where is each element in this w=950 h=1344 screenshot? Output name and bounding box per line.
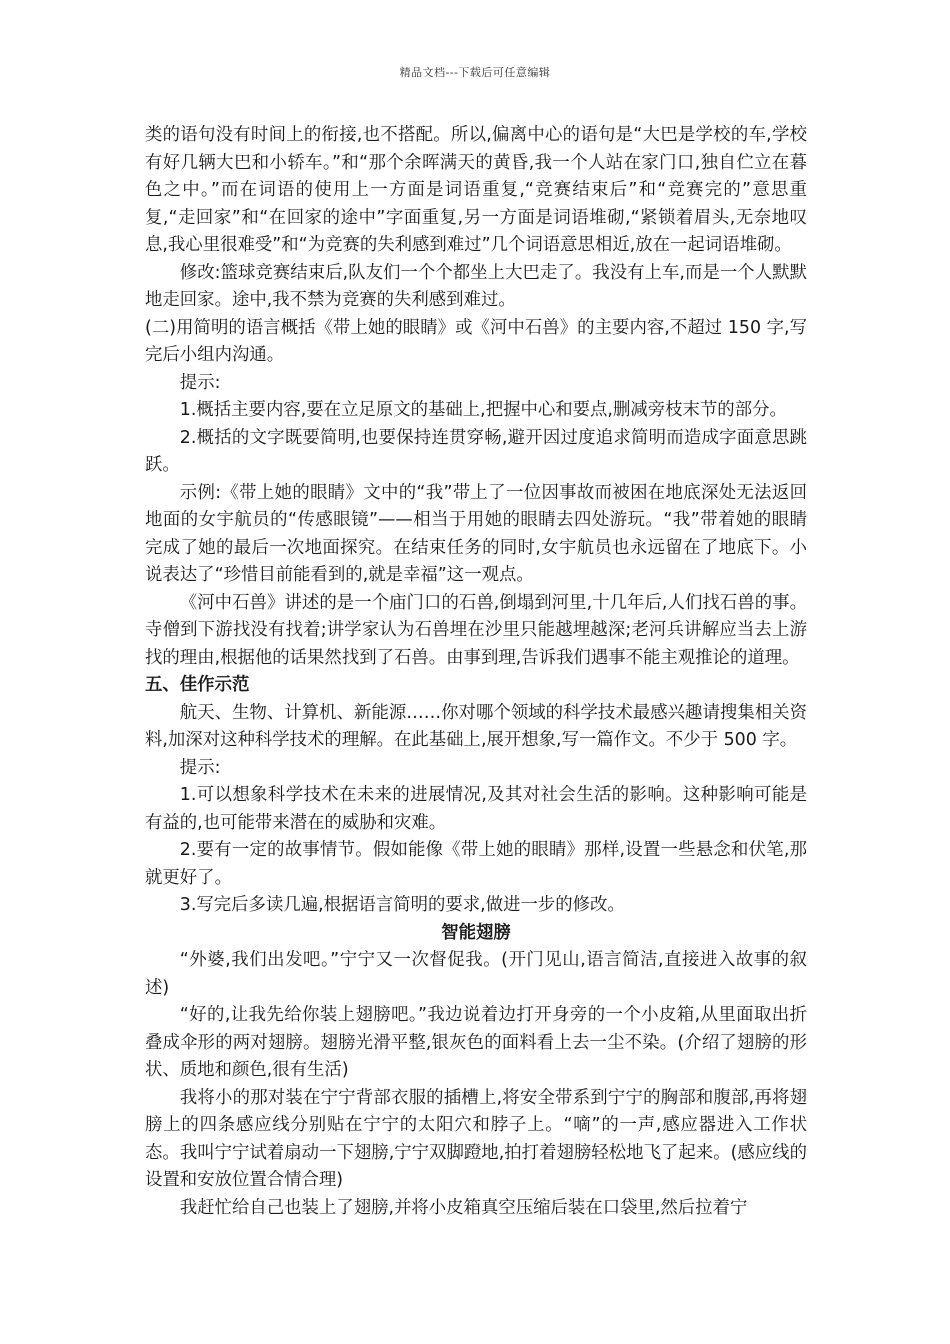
paragraph-revision: 修改:篮球竞赛结束后,队友们一个个都坐上大巴走了。我没有上车,而是一个人默默地走回家。途中,我不禁为竞赛的失利感到难过。 — [145, 262, 807, 310]
document-body — [145, 122, 807, 1222]
paragraph-hint-2: 2.概括的文字既要简明,也要保持连贯穿畅,避开因过度追求简明而造成字面意思跳跃。 — [145, 427, 807, 475]
paragraph-writing-task: 航天、生物、计算机、新能源……你对哪个领域的科学技术最感兴趣请搜集相关资料,加深对这种科学技术的理解。在此基础上,展开想象,写一篇作文。不少于 500 字。 — [145, 702, 807, 750]
paragraph-analysis: 类的语句没有时间上的衔接,也不搭配。所以,偏离中心的语句是“大巴是学校的车,学校有好几辆大巴和小轿车。”和“那个余晖满天的黄昏,我一个人站在家门口,独自伫立在暮色之中。”而在词语的使用上一方面是词语重复,“竞赛结束后”和“竞赛完的”意思重复,“走回家”和“在回家的途中”字面重复,另一方面是词语堆砌,“紧锁着眉头,无奈地叹息,我心里很难受”和“为竞赛的失利感到难过”几个词语意思相近,放在一起词语堆砌。 — [145, 125, 807, 255]
paragraph-writing-hint-3: 3.写完后多读几遍,根据语言简明的要求,做进一步的修改。 — [179, 895, 625, 915]
paragraph-hint-1: 1.概括主要内容,要在立足原文的基础上,把握中心和要点,删减旁枝末节的部分。 — [179, 400, 787, 420]
essay-paragraph-1: “外婆,我们出发吧。”宁宁又一次督促我。(开门见山,语言简洁,直接进入故事的叙述) — [145, 950, 807, 998]
page-header: 精品文档---下载后可任意编辑 — [399, 66, 551, 79]
section-heading: 五、佳作示范 — [145, 675, 250, 695]
paragraph-hint-label-2: 提示: — [179, 757, 221, 778]
paragraph-task-two: (二)用简明的语言概括《带上她的眼睛》或《河中石兽》的主要内容,不超过 150 字,写完后小组内沟通。 — [145, 317, 807, 365]
paragraph-writing-hint-2: 2.要有一定的故事情节。假如能像《带上她的眼睛》那样,设置一些悬念和伏笔,那就更好了。 — [145, 840, 807, 888]
essay-paragraph-3: 我将小的那对装在宁宁背部衣服的插槽上,将安全带系到宁宁的胸部和腹部,再将翅膀上的四条感应线分别贴在宁宁的太阳穴和脖子上。“嘀”的一声,感应器进入工作状态。我叫宁宁试着扇动一下翅膀,宁宁双脚蹬地,拍打着翅膀轻松地飞了起来。(感应线的设置和安放位置合情合理) — [145, 1087, 807, 1190]
essay-title: 智能翅膀 — [441, 922, 511, 943]
essay-paragraph-2: “好的,让我先给你装上翅膀吧。”我边说着边打开身旁的一个小皮箱,从里面取出折叠成伞形的两对翅膀。翅膀光滑平整,银灰色的面料看上去一尘不染。(介绍了翅膀的形状、质地和颜色,很有生活) — [145, 1005, 807, 1080]
paragraph-hint-label: 提示: — [179, 372, 221, 393]
essay-paragraph-4: 我赶忙给自己也装上了翅膀,并将小皮箱真空压缩后装在口袋里,然后拉着宁 — [179, 1197, 748, 1218]
paragraph-example-2: 《河中石兽》讲述的是一个庙门口的石兽,倒塌到河里,十几年后,人们找石兽的事。寺僧到下游找没有找着;讲学家认为石兽埋在沙里只能越埋越深;老河兵讲解应当去上游找的理由,根据他的话果然找到了石兽。由事到理,告诉我们遇事不能主观推论的道理。 — [145, 592, 807, 668]
paragraph-writing-hint-1: 1.可以想象科学技术在未来的进展情况,及其对社会生活的影响。这种影响可能是有益的,也可能带来潜在的威胁和灾难。 — [145, 785, 807, 833]
paragraph-example-1: 示例:《带上她的眼睛》文中的“我”带上了一位因事故而被困在地底深处无法返回地面的女宇航员的“传感眼镜”——相当于用她的眼睛去四处游玩。“我”带着她的眼睛完成了她的最后一次地面探究。在结束任务的同时,女宇航员也永远留在了地底下。小说表达了“珍惜目前能看到的,就是幸福”这一观点。 — [145, 482, 807, 585]
